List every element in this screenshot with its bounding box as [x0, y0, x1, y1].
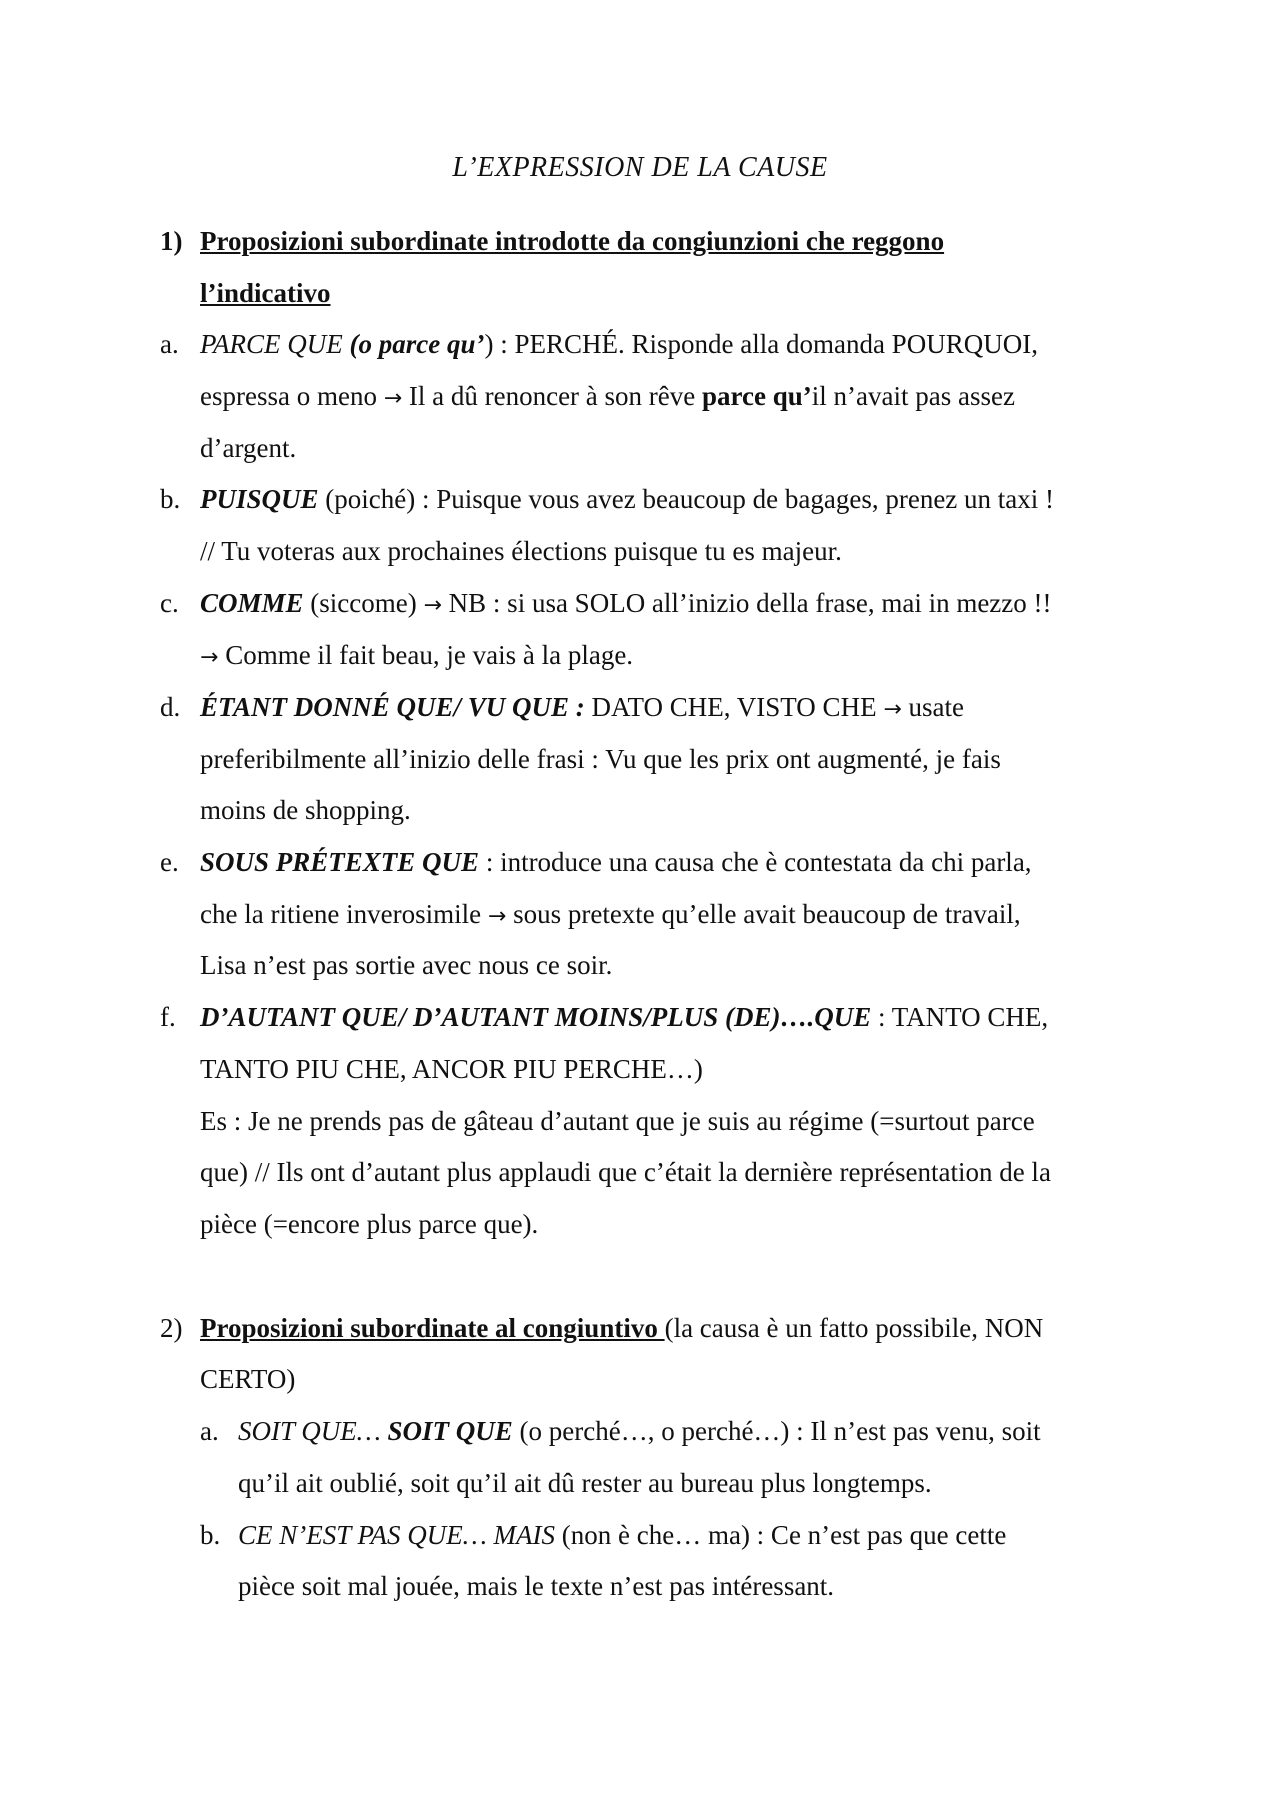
item-1b-label: b.: [160, 484, 181, 514]
keyword-sous-pretexte-que: SOUS PRÉTEXTE QUE: [200, 847, 480, 877]
item-1d-line-3: [200, 793, 411, 827]
item-1a-example-end: il n’avait pas assez: [811, 381, 1015, 411]
keyword-dautant-que: D’AUTANT QUE/ D’AUTANT MOINS/PLUS (DE)…: [200, 1002, 808, 1032]
item-1a-emphasis: parce qu’: [702, 381, 812, 411]
item-1c-note: NB : si usa SOLO all’inizio della frase, mai in mezzo !!: [448, 588, 1052, 618]
item-1e-label: e.: [160, 847, 179, 877]
keyword-que: .QUE: [807, 1002, 872, 1032]
item-1f-text: : TANTO CHE,: [871, 1002, 1049, 1032]
item-1a-line-2: [200, 379, 1015, 416]
item-1e-example-2: Lisa n’est pas sortie avec nous ce soir.: [200, 950, 613, 980]
item-1c-label: c.: [160, 588, 179, 618]
item-1d-line-1: [200, 690, 964, 727]
item-1d-text-2: preferibilmente all’inizio delle frasi : Vu que les prix ont augmenté, je fais: [200, 744, 1001, 774]
keyword-mais: MAIS: [493, 1520, 556, 1550]
item-2b-text-2: pièce soit mal jouée, mais le texte n’est pas intéressant.: [238, 1571, 835, 1601]
item-1f-line-3: [200, 1104, 1035, 1138]
keyword-etant-donne-que: ÉTANT DONNÉ QUE/ VU QUE :: [200, 692, 585, 722]
item-1e-line-3: [200, 948, 612, 982]
item-1b-text: (poiché) : Puisque vous avez beaucoup de bagages, prenez un taxi !: [325, 484, 1055, 514]
keyword-puisque: PUISQUE: [200, 484, 319, 514]
item-1d-translation: DATO CHE, VISTO CHE: [591, 692, 877, 722]
item-1a-text-3: d’argent.: [200, 433, 297, 463]
keyword-soit-que: SOIT QUE…: [238, 1416, 381, 1446]
section-2-number: 2): [160, 1313, 183, 1343]
arrow-icon: →: [383, 386, 403, 411]
item-1c-translation: (siccome): [310, 588, 417, 618]
item-1a-text-2: espressa o meno: [200, 381, 377, 411]
page-title: L’EXPRESSION DE LA CAUSE: [452, 152, 828, 183]
item-1a-line-1: [200, 327, 1038, 361]
item-1e-text-2: che la ritiene inverosimile: [200, 899, 482, 929]
item-1d-label: d.: [160, 692, 181, 722]
item-1f-example-2: que) // Ils ont d’autant plus applaudi que c’était la dernière représentation de la: [200, 1157, 1051, 1187]
section-1-number: 1): [160, 226, 183, 256]
item-1a-label: a.: [160, 329, 179, 359]
keyword-soit-que-2: SOIT QUE: [387, 1416, 513, 1446]
item-1b-line-2: [200, 534, 842, 568]
item-1e-line-1: [200, 845, 1032, 879]
section-2-heading: Proposizioni subordinate al congiuntivo: [200, 1313, 665, 1343]
item-1c-example: Comme il fait beau, je vais à la plage.: [225, 640, 634, 670]
item-1f-label: f.: [160, 1002, 176, 1032]
item-2a-line-1: [238, 1414, 1041, 1448]
section-2-heading-line-1: [200, 1311, 1043, 1345]
section-1-heading: Proposizioni subordinate introdotte da congiunzioni che reggono: [200, 226, 945, 256]
section-2-heading-note: (la causa è un fatto possibile, NON: [664, 1313, 1044, 1343]
item-1c-line-2: [200, 638, 633, 675]
item-2a-text: (o perché…, o perché…) : Il n’est pas venu, soit: [519, 1416, 1041, 1446]
item-1e-example: sous pretexte qu’elle avait beaucoup de travail,: [513, 899, 1021, 929]
keyword-ce-nest-pas-que: CE N’EST PAS QUE…: [238, 1520, 487, 1550]
section-2-heading-note-2: CERTO): [200, 1364, 296, 1394]
item-1d-text: usate: [908, 692, 964, 722]
item-1f-text-2: TANTO PIU CHE, ANCOR PIU PERCHE…): [200, 1054, 703, 1084]
keyword-comme: COMME: [200, 588, 304, 618]
arrow-icon: →: [200, 645, 219, 670]
item-1f-example-3: pièce (=encore plus parce que).: [200, 1209, 539, 1239]
item-1d-text-3: moins de shopping.: [200, 795, 411, 825]
item-2b-line-2: [238, 1569, 834, 1603]
item-1f-line-2: [200, 1052, 703, 1086]
item-1a-line-3: [200, 431, 296, 465]
item-1a-example: Il a dû renoncer à son rêve: [408, 381, 696, 411]
item-2a-label: a.: [200, 1416, 219, 1446]
item-1f-line-5: [200, 1207, 538, 1241]
item-2b-line-1: [238, 1518, 1006, 1552]
section-1-heading-2: l’indicativo: [200, 278, 331, 308]
item-2b-text: (non è che… ma) : Ce n’est pas que cette: [561, 1520, 1007, 1550]
item-1c-line-1: [200, 586, 1052, 623]
item-1e-line-2: [200, 897, 1021, 934]
item-1b-line-1: [200, 482, 1054, 516]
item-1f-line-1: [200, 1000, 1048, 1034]
arrow-icon: →: [423, 593, 442, 618]
arrow-icon: →: [883, 697, 902, 722]
item-1f-example: Es : Je ne prends pas de gâteau d’autant que je suis au régime (=surtout parce: [200, 1106, 1035, 1136]
keyword-parce-qu: (o parce qu’: [349, 329, 485, 359]
item-1a-text: ) : PERCHÉ. Risponde alla domanda POURQUOI,: [484, 329, 1038, 359]
item-2a-line-2: [238, 1466, 932, 1500]
item-1f-line-4: [200, 1155, 1051, 1189]
section-1-heading-line-2: [200, 276, 331, 310]
section-1-heading-line-1: [200, 224, 944, 258]
section-2-heading-line-2: [200, 1362, 295, 1396]
item-1b-text-2: // Tu voteras aux prochaines élections puisque tu es majeur.: [200, 536, 842, 566]
item-2b-label: b.: [200, 1520, 221, 1550]
item-1e-text: : introduce una causa che è contestata da chi parla,: [485, 847, 1032, 877]
item-2a-text-2: qu’il ait oublié, soit qu’il ait dû rester au bureau plus longtemps.: [238, 1468, 932, 1498]
item-1d-line-2: [200, 742, 1001, 776]
keyword-parce-que: PARCE QUE: [200, 329, 343, 359]
arrow-icon: →: [487, 904, 507, 929]
